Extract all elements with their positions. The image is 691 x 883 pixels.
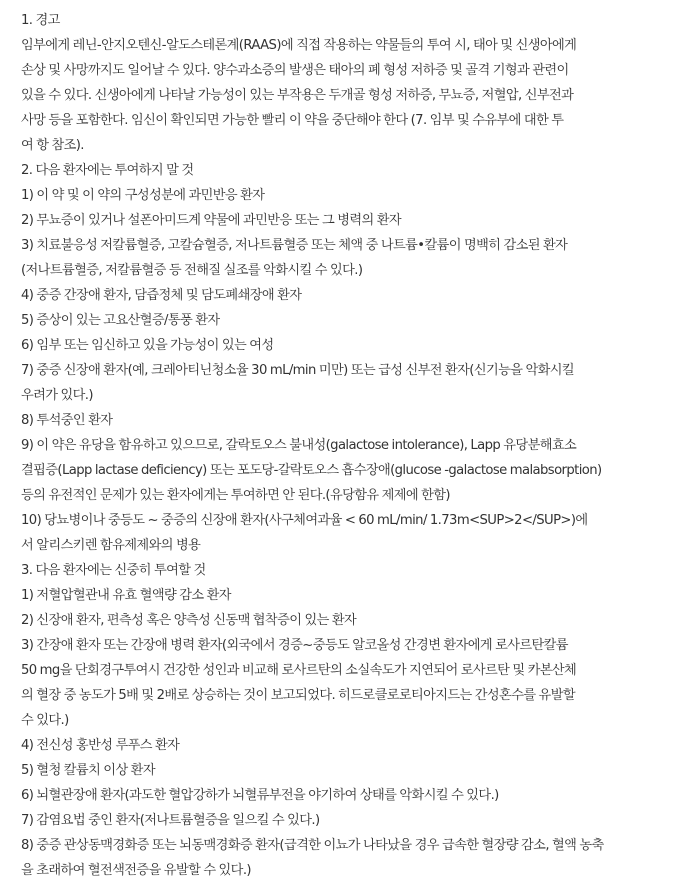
- document-line: 2) 무뇨증이 있거나 설폰아미드계 약물에 과민반응 또는 그 병력의 환자: [21, 213, 402, 228]
- document-line: 10) 당뇨병이나 중등도 ~ 중증의 신장애 환자(사구체여과율 < 60 mL/min/ 1.73m<SUP>2</SUP>)에: [21, 513, 588, 528]
- document-line: 1) 저혈압혈관내 유효 혈액량 감소 환자: [21, 588, 231, 603]
- document-line: 여 항 참조).: [21, 138, 84, 153]
- document-line: 사망 등을 포함한다. 임신이 확인되면 가능한 빨리 이 약을 중단해야 한다 (7. 임부 및 수유부에 대한 투: [21, 113, 564, 128]
- document-line: 4) 전신성 홍반성 루푸스 환자: [21, 738, 180, 753]
- document-line: 손상 및 사망까지도 일어날 수 있다. 양수과소증의 발생은 태아의 폐 형성 저하증 및 골격 기형과 관련이: [21, 63, 569, 78]
- document-line: 5) 증상이 있는 고요산혈증/통풍 환자: [21, 313, 220, 328]
- document-line: 8) 투석중인 환자: [21, 413, 113, 428]
- document-line: 있을 수 있다. 신생아에게 나타날 가능성이 있는 부작용은 두개골 형성 저하증, 무뇨증, 저혈압, 신부전과: [21, 88, 574, 103]
- document-line: 7) 감염요법 중인 환자(저나트륨혈증을 일으킬 수 있다.): [21, 813, 320, 828]
- document-line: 등의 유전적인 문제가 있는 환자에게는 투여하면 안 된다.(유당함유 제제에 한함): [21, 488, 450, 503]
- document-line: 결핍증(Lapp lactase deficiency) 또는 포도당-갈락토오스 흡수장애(glucose -galactose malabsorption): [21, 463, 602, 478]
- document-line: 4) 중증 간장애 환자, 담즙정체 및 담도폐쇄장애 환자: [21, 288, 302, 303]
- document-line: 5) 혈청 칼륨치 이상 환자: [21, 763, 155, 778]
- document-line: 을 초래하여 혈전색전증을 유발할 수 있다.): [21, 863, 251, 878]
- document-line: 임부에게 레닌-안지오텐신-알도스테론계(RAAS)에 직접 작용하는 약물들의 투여 시, 태아 및 신생아에게: [21, 38, 577, 53]
- document-line: 9) 이 약은 유당을 함유하고 있으므로, 갈락토오스 불내성(galactose intolerance), Lapp 유당분해효소: [21, 438, 577, 453]
- document-line: (저나트륨혈증, 저칼륨혈증 등 전해질 실조를 악화시킬 수 있다.): [21, 263, 363, 278]
- document-line: 의 혈장 중 농도가 5배 및 2배로 상승하는 것이 보고되었다. 히드로클로로티아지드는 간성혼수를 유발할: [21, 688, 575, 703]
- document-line: 3) 치료불응성 저칼륨혈증, 고칼슘혈증, 저나트륨혈증 또는 체액 중 나트륨•칼륨이 명백히 감소된 환자: [21, 238, 568, 253]
- document-line: 50 mg을 단회경구투여시 건강한 성인과 비교해 로사르탄의 소실속도가 지연되어 로사르탄 및 카본산체: [21, 663, 577, 678]
- document-line: 3. 다음 환자에는 신중히 투여할 것: [21, 563, 206, 578]
- document-line: 우려가 있다.): [21, 388, 93, 403]
- document-body: [21, 8, 689, 883]
- document-line: 2) 신장애 환자, 편측성 혹은 양측성 신동맥 협착증이 있는 환자: [21, 613, 357, 628]
- document-line: 8) 중증 관상동맥경화증 또는 뇌동맥경화증 환자(급격한 이뇨가 나타났을 경우 급속한 혈장량 감소, 혈액 농축: [21, 838, 604, 853]
- document-line: 2. 다음 환자에는 투여하지 말 것: [21, 163, 194, 178]
- document-line: 1. 경고: [21, 13, 60, 28]
- document-line: 7) 중증 신장애 환자(예, 크레아티닌청소율 30 mL/min 미만) 또는 급성 신부전 환자(신기능을 악화시킬: [21, 363, 575, 378]
- document-line: 3) 간장애 환자 또는 간장애 병력 환자(외국에서 경증~중등도 알코올성 간경변 환자에게 로사르탄칼륨: [21, 638, 568, 653]
- document-line: 6) 임부 또는 임신하고 있을 가능성이 있는 여성: [21, 338, 274, 353]
- document-line: 1) 이 약 및 이 약의 구성성분에 과민반응 환자: [21, 188, 265, 203]
- document-line: 수 있다.): [21, 713, 69, 728]
- document-line: 서 알리스키렌 함유제제와의 병용: [21, 538, 201, 553]
- document-line: 6) 뇌혈관장애 환자(과도한 혈압강하가 뇌혈류부전을 야기하여 상태를 악화시킬 수 있다.): [21, 788, 499, 803]
